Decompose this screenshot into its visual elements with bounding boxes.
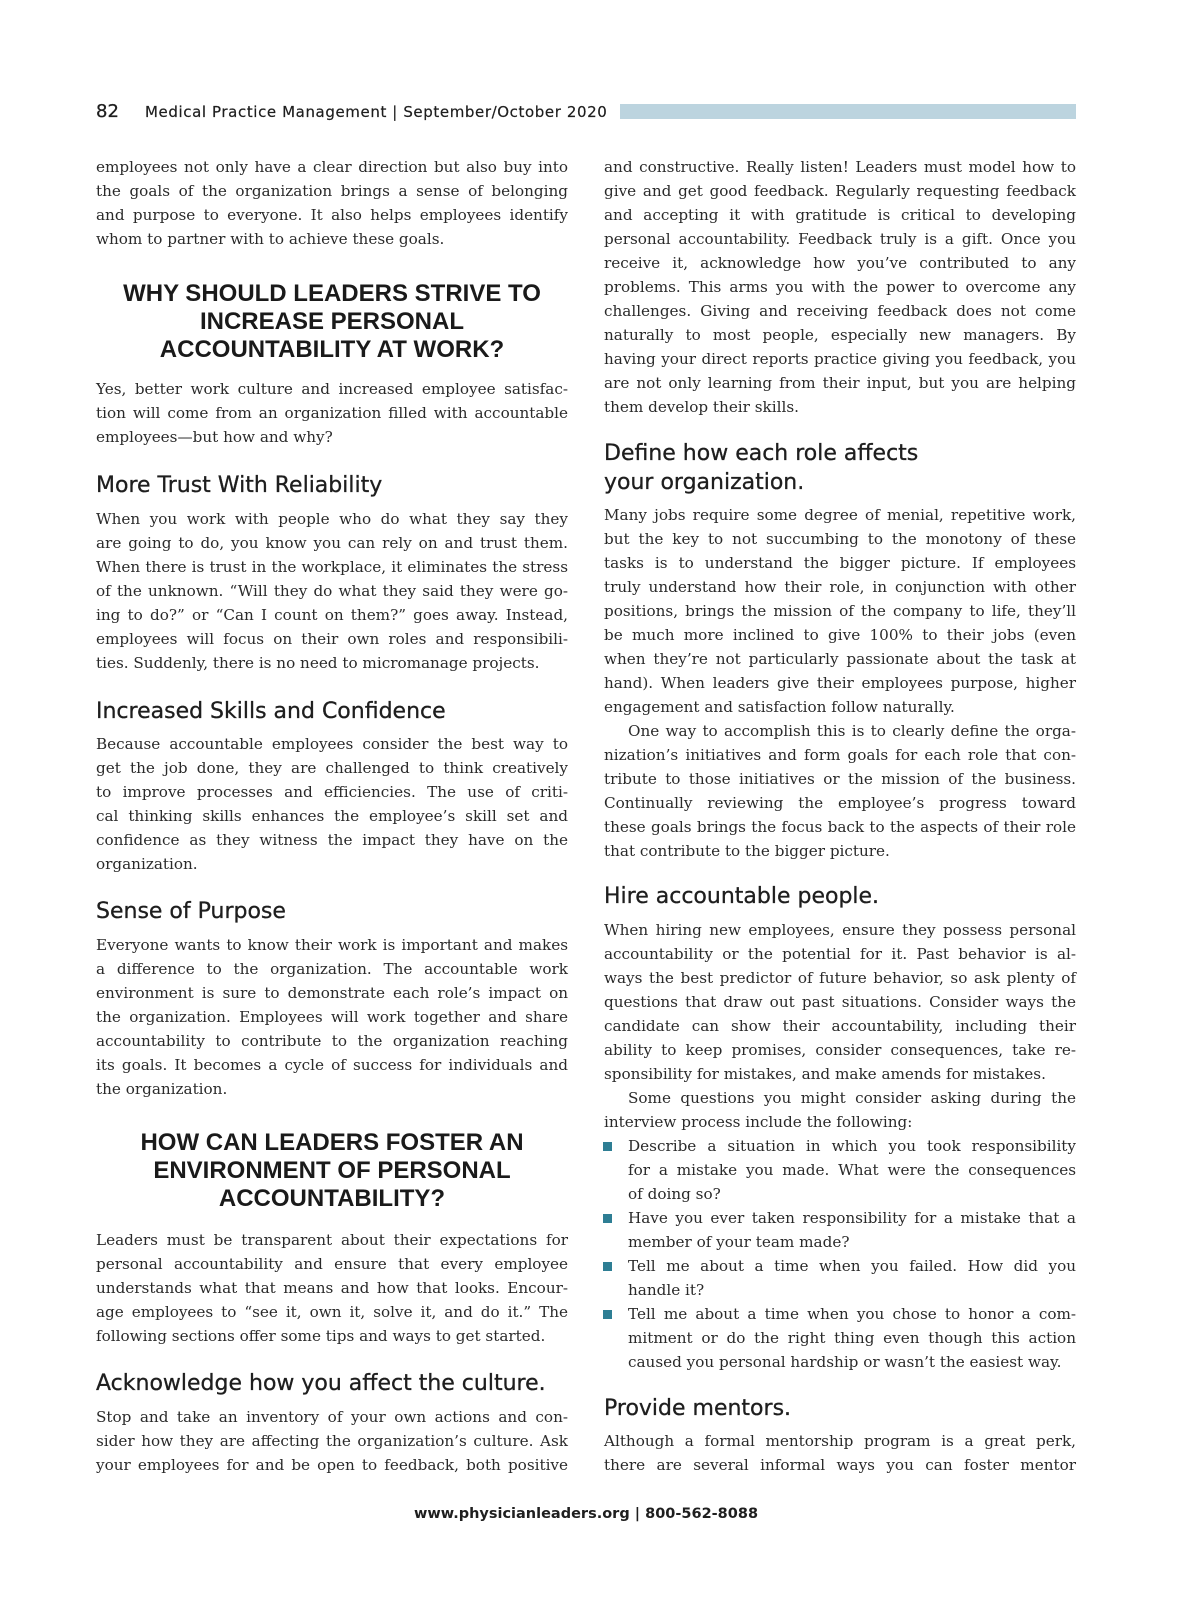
paragraph-why-intro	[96, 377, 568, 449]
running-header-title: Medical Practice Management | September/October 2020	[145, 103, 608, 121]
paragraph-acknowledge	[96, 1405, 568, 1477]
paragraph-interview-intro	[604, 1086, 1076, 1134]
paragraph-intro-continued	[96, 155, 568, 251]
text-line: Tell me about a time when you failed. How did you	[628, 1257, 1076, 1275]
section-heading-why-accountability	[96, 280, 568, 364]
heading-line: ACCOUNTABILITY?	[218, 1185, 446, 1212]
text-line: the organization.	[96, 1080, 228, 1098]
text-line: problems. This arms you with the power to overcome any	[604, 278, 1076, 296]
subheading-sense-of-purpose: Sense of Purpose	[96, 899, 286, 924]
heading-line: ACCOUNTABILITY AT WORK?	[159, 336, 505, 363]
text-line: when they’re not particularly passionate about the task at	[604, 650, 1076, 668]
square-bullet-icon	[603, 1214, 612, 1223]
text-line: are going to do, you know you can rely on and trust them.	[96, 534, 568, 552]
text-line: ing to do?” or “Can I count on them?” goes away. Instead,	[96, 606, 568, 624]
text-line: to improve processes and efficiencies. The use of criti-	[96, 783, 568, 801]
text-line: hand). When leaders give their employees purpose, higher	[604, 674, 1076, 692]
heading-line: WHY SHOULD LEADERS STRIVE TO	[123, 280, 541, 307]
text-line: Stop and take an inventory of your own actions and con-	[96, 1408, 568, 1426]
text-line: Although a formal mentorship program is a great perk,	[604, 1432, 1076, 1450]
text-line: personal accountability. Feedback truly is a gift. Once you	[604, 230, 1076, 248]
paragraph-trust	[96, 507, 568, 675]
subheading-acknowledge-culture: Acknowledge how you affect the culture.	[96, 1371, 546, 1396]
text-line: there are several informal ways you can foster mentor	[604, 1456, 1076, 1474]
header-accent-bar	[620, 104, 1076, 119]
text-line: Continually reviewing the employee’s progress toward	[604, 794, 1076, 812]
text-line: ties. Suddenly, there is no need to micromanage projects.	[96, 654, 540, 672]
text-line: naturally to most people, especially new managers. By	[604, 326, 1076, 344]
text-line: employees not only have a clear direction but also buy into	[96, 158, 568, 176]
text-line: When hiring new employees, ensure they possess personal	[604, 921, 1076, 939]
subheading-skills-confidence: Increased Skills and Confidence	[96, 699, 446, 724]
text-line: engagement and satisfaction follow naturally.	[604, 698, 955, 716]
text-line: Many jobs require some degree of menial, repetitive work,	[604, 506, 1076, 524]
text-line: of doing so?	[628, 1185, 721, 1203]
text-line: are not only learning from their input, but you are helping	[604, 374, 1076, 392]
text-line: whom to partner with to achieve these goals.	[96, 230, 445, 248]
text-line: Everyone wants to know their work is important and makes	[96, 936, 568, 954]
text-line: personal accountability and ensure that every employee	[96, 1255, 568, 1273]
interview-questions-list	[604, 1134, 1076, 1374]
paragraph-mentors	[604, 1429, 1076, 1477]
square-bullet-icon	[603, 1262, 612, 1271]
subheading-line: Define how each role affects	[604, 441, 919, 466]
text-line: that contribute to the bigger picture.	[604, 842, 890, 860]
text-line: mitment or do the right thing even though this action	[628, 1329, 1076, 1347]
text-line: following sections offer some tips and ways to get started.	[96, 1327, 546, 1345]
text-line: receive it, acknowledge how you’ve contributed to any	[604, 254, 1076, 272]
subheading-define-role	[604, 439, 1076, 497]
text-line: environment is sure to demonstrate each role’s impact on	[96, 984, 568, 1002]
text-line: questions that draw out past situations. Consider ways the	[604, 993, 1076, 1011]
text-line: When you work with people who do what they say they	[96, 510, 568, 528]
text-line: interview process include the following:	[604, 1113, 913, 1131]
text-line: employees—but how and why?	[96, 428, 333, 446]
text-line: nization’s initiatives and form goals for each role that con-	[604, 746, 1076, 764]
text-line: truly understand how their role, in conjunction with other	[604, 578, 1076, 596]
paragraph-skills	[96, 732, 568, 876]
paragraph-acknowledge-continued	[604, 155, 1076, 419]
text-line: organization.	[96, 855, 198, 873]
text-line: accountability to contribute to the organization reaching	[96, 1032, 568, 1050]
section-heading-how-foster	[96, 1129, 568, 1213]
text-line: them develop their skills.	[604, 398, 799, 416]
text-line: Have you ever taken responsibility for a mistake that a	[628, 1209, 1076, 1227]
text-line: challenges. Giving and receiving feedback does not come	[604, 302, 1076, 320]
footer-contact: www.physicianleaders.org | 800-562-8088	[413, 1506, 759, 1522]
text-line: understands what that means and how that looks. Encour-	[96, 1279, 568, 1297]
text-line: age employees to “see it, own it, solve it, and do it.” The	[96, 1303, 568, 1321]
subheading-hire-accountable: Hire accountable people.	[604, 884, 880, 909]
text-line: Yes, better work culture and increased employee satisfac-	[96, 380, 568, 398]
text-line: be much more inclined to give 100% to their jobs (even	[604, 626, 1076, 644]
text-line: employees will focus on their own roles and responsibili-	[96, 630, 568, 648]
paragraph-how-intro	[96, 1228, 568, 1348]
text-line: your employees for and be open to feedback, both positive	[96, 1456, 568, 1474]
text-line: tion will come from an organization filled with accountable	[96, 404, 568, 422]
text-line: positions, brings the mission of the company to life, they’ll	[604, 602, 1076, 620]
subheading-provide-mentors: Provide mentors.	[604, 1396, 792, 1421]
text-line: tribute to those initiatives or the mission of the business.	[604, 770, 1076, 788]
subheading-line: your organization.	[604, 470, 805, 495]
text-line: get the job done, they are challenged to think creatively	[96, 759, 568, 777]
heading-line: HOW CAN LEADERS FOSTER AN	[140, 1129, 524, 1156]
text-line: cal thinking skills enhances the employee’s skill set and	[96, 807, 568, 825]
text-line: of the unknown. “Will they do what they said they were go-	[96, 582, 568, 600]
text-line: a difference to the organization. The accountable work	[96, 960, 568, 978]
bullet-item	[604, 1254, 1076, 1302]
text-line: give and get good feedback. Regularly requesting feedback	[604, 182, 1076, 200]
text-line: Tell me about a time when you chose to honor a com-	[628, 1305, 1076, 1323]
text-line: ways the best predictor of future behavior, so ask plenty of	[604, 969, 1076, 987]
text-line: handle it?	[628, 1281, 705, 1299]
text-line: and constructive. Really listen! Leaders must model how to	[604, 158, 1076, 176]
text-line: candidate can show their accountability, including their	[604, 1017, 1076, 1035]
text-line: accountability or the potential for it. Past behavior is al-	[604, 945, 1076, 963]
text-line: having your direct reports practice giving you feedback, you	[604, 350, 1076, 368]
text-line: ability to keep promises, consider consequences, take re-	[604, 1041, 1076, 1059]
text-line: caused you personal hardship or wasn’t the easiest way.	[628, 1353, 1062, 1371]
text-line: but the key to not succumbing to the monotony of these	[604, 530, 1076, 548]
heading-line: ENVIRONMENT OF PERSONAL	[153, 1157, 511, 1184]
text-line: these goals brings the focus back to the aspects of their role	[604, 818, 1076, 836]
square-bullet-icon	[603, 1142, 612, 1151]
text-line: sider how they are affecting the organization’s culture. Ask	[96, 1432, 568, 1450]
page-number: 82	[96, 101, 119, 122]
text-line: Leaders must be transparent about their expectations for	[96, 1231, 568, 1249]
text-line: for a mistake you made. What were the consequences	[628, 1161, 1076, 1179]
text-line: member of your team made?	[628, 1233, 850, 1251]
bullet-item	[604, 1134, 1076, 1206]
paragraph-hire	[604, 918, 1076, 1086]
paragraph-define-goals	[604, 719, 1076, 863]
text-line: tasks is to understand the bigger picture. If employees	[604, 554, 1076, 572]
square-bullet-icon	[603, 1310, 612, 1319]
text-line: Because accountable employees consider the best way to	[96, 735, 568, 753]
heading-line: INCREASE PERSONAL	[199, 308, 465, 335]
bullet-item	[604, 1206, 1076, 1254]
text-line: the organization. Employees will work together and share	[96, 1008, 568, 1026]
text-line: One way to accomplish this is to clearly define the orga-	[628, 722, 1076, 740]
text-line: and purpose to everyone. It also helps employees identify	[96, 206, 568, 224]
text-line: When there is trust in the workplace, it eliminates the stress	[96, 558, 568, 576]
text-line: sponsibility for mistakes, and make amends for mistakes.	[604, 1065, 1046, 1083]
text-line: its goals. It becomes a cycle of success for individuals and	[96, 1056, 568, 1074]
bullet-item	[604, 1302, 1076, 1374]
text-line: confidence as they witness the impact they have on the	[96, 831, 568, 849]
text-line: the goals of the organization brings a sense of belonging	[96, 182, 568, 200]
paragraph-define-role	[604, 503, 1076, 719]
text-line: and accepting it with gratitude is critical to developing	[604, 206, 1076, 224]
text-line: Describe a situation in which you took responsibility	[628, 1137, 1076, 1155]
subheading-more-trust: More Trust With Reliability	[96, 473, 383, 498]
paragraph-purpose	[96, 933, 568, 1101]
text-line: Some questions you might consider asking during the	[628, 1089, 1076, 1107]
